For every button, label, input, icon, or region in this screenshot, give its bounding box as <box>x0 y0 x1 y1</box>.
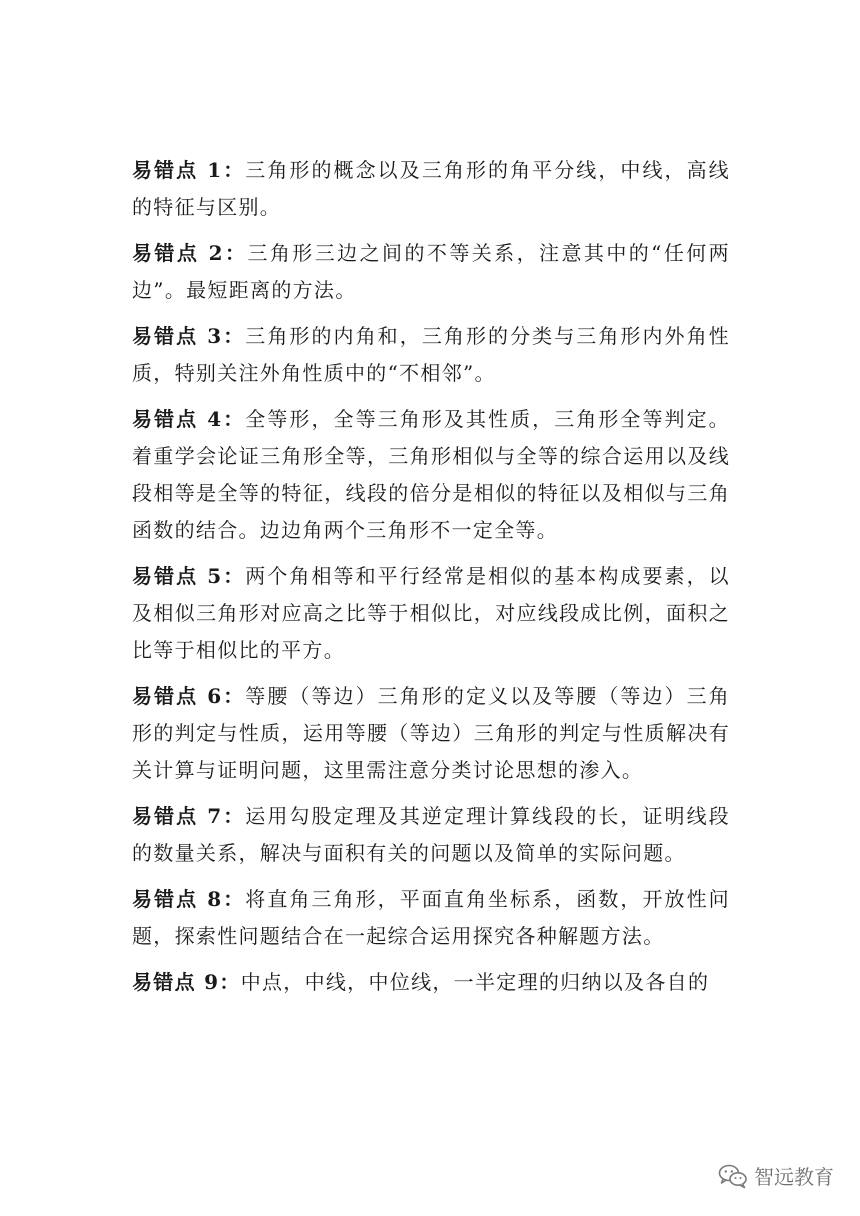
error-point-label: 易错点 1： <box>132 158 246 182</box>
document-body <box>132 152 730 1010</box>
error-point-text: 三角形的内角和，三角形的分类与三角形内外角性质，特别关注外角性质中的“不相邻”。 <box>132 324 730 385</box>
error-point-text: 全等形，全等三角形及其性质，三角形全等判定。着重学会论证三角形全等，三角形相似与全等的综合运用以及线段相等是全等的特征，线段的倍分是相似的特征以及相似与三角函数的结合。边边角两个三角形不一定全等。 <box>132 407 730 542</box>
error-point-label: 易错点 9： <box>132 970 241 994</box>
error-point-label: 易错点 8： <box>132 887 246 911</box>
watermark-text: 智远教育 <box>754 1165 834 1189</box>
wechat-icon <box>718 1163 748 1189</box>
error-point-8 <box>132 881 730 955</box>
error-point-1 <box>132 152 730 226</box>
error-point-label: 易错点 2： <box>132 241 248 265</box>
error-point-text: 运用勾股定理及其逆定理计算线段的长，证明线段的数量关系，解决与面积有关的问题以及简单的实际问题。 <box>132 804 730 865</box>
error-point-text: 将直角三角形，平面直角坐标系，函数，开放性问题，探索性问题结合在一起综合运用探究各种解题方法。 <box>132 887 730 948</box>
error-point-4 <box>132 401 730 549</box>
error-point-text: 等腰（等边）三角形的定义以及等腰（等边）三角形的判定与性质，运用等腰（等边）三角形的判定与性质解决有关计算与证明问题，这里需注意分类讨论思想的渗入。 <box>132 684 730 782</box>
error-point-3 <box>132 318 730 392</box>
error-point-label: 易错点 4： <box>132 407 246 431</box>
error-point-2 <box>132 235 730 309</box>
error-point-5 <box>132 558 730 669</box>
error-point-text: 中点，中线，中位线，一半定理的归纳以及各自的 <box>240 970 710 994</box>
error-point-label: 易错点 7： <box>132 804 246 828</box>
error-point-text: 三角形的概念以及三角形的角平分线，中线，高线的特征与区别。 <box>132 158 730 219</box>
watermark <box>718 1161 834 1190</box>
error-point-7 <box>132 798 730 872</box>
error-point-6 <box>132 678 730 789</box>
error-point-9 <box>132 964 730 1001</box>
error-point-label: 易错点 5： <box>132 564 246 588</box>
error-point-text: 两个角相等和平行经常是相似的基本构成要素，以及相似三角形对应高之比等于相似比，对应线段成比例，面积之比等于相似比的平方。 <box>132 564 730 662</box>
error-point-label: 易错点 3： <box>132 324 246 348</box>
error-point-label: 易错点 6： <box>132 684 246 708</box>
error-point-text: 三角形三边之间的不等关系，注意其中的“任何两边”。最短距离的方法。 <box>132 241 730 302</box>
